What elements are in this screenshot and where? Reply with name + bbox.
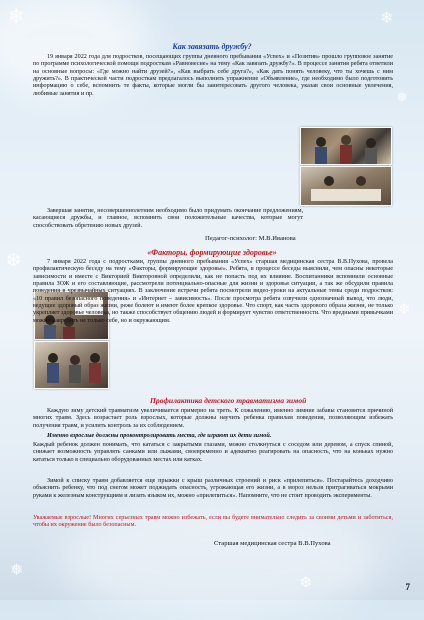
snowflake-icon: ❆ [300, 575, 312, 591]
photo-people-graphic [301, 128, 391, 164]
section-title-health: «Факторы, формирующие здоровье» [147, 248, 277, 257]
friendship-paragraph-1: 19 января 2022 года для подростков, посещающих группы дневного пребывания «Успех» и «Позитив» прошло групповое занятие по программе психологической помощи подросткам «Равновесие» на тему «Как завязать дружбу?». В процессе занятия ребята ответили на основные вопросы: «Где можно найти друзей?», «Как выбрать себе друга?», «Как дать понять человеку, что ты хочешь с ним дружить?». В практической части подросткам предлагалось выполнить упражнение «Объявление», где необходимо было подготовить информацию о себе, вспомнить те факты, которые могли бы заинтересовать другого человека, указав свои основные увлечения, любимые занятия и пр. [33, 54, 393, 97]
snowflake-icon: ❄ [398, 300, 411, 318]
photo-group-discussion [300, 127, 392, 165]
injury-paragraph-3: Зимой к списку травм добавляется еще прыжки с крыш различных строений и риск «прилепиться». Постарайтесь доходчиво объяснить ребенку, что под снегом может поджидать опасность, угрожающая его жизни, а в мороз нельзя притрагиваться мокрыми руками к железным конструкциям и лизать языком их, можно «прилепиться». Напомните, что не стоит проводить эксперименты. [33, 478, 393, 499]
snowflake-icon: ❅ [396, 90, 408, 106]
injury-warning: Уважаемые взрослые! Многих серьезных травм можно избежать, если вы будете внимательно следить за своими детьми и заботиться, чтобы их окружение было безопасным. [33, 515, 393, 529]
snowflake-icon: ❄ [380, 8, 394, 27]
section-title-injury: Профилактика детского травматизма зимой [150, 396, 307, 405]
photo-table-work [300, 166, 392, 206]
injury-signature: Старшая медицинская сестра В.В.Пухова [214, 540, 331, 547]
snowflake-icon: ❄ [8, 4, 25, 28]
photo-students-seated [34, 341, 109, 389]
photo-students-graphic [35, 342, 108, 388]
health-paragraph: 7 января 2022 года с подростками, группы дневного пребывания «Успех» старшая медицинская сестра В.В.Пухова, провела профилактическую беседу на тему «Факторы, формирующие здоровье». Ребята, в процессе беседы выяснили, чем опасны некоторые зависимости и вместе с Викторией Викторовной определили, как не попасть под их влияние. Воспитанники вспомнили основные правила ЗОЖ и его составляющие, рассмотрели потенциально-опасные для жизни и здоровья ситуации, а так же обсудили правила поведения в чрезвычайных ситуациях. В заключение встречи ребята посмотрели видео-уроки на актуальные темы среди подростков: «10 правил безопасного поведения» и «Интернет – зависимость». После просмотра ребята озвучили однозначный вывод, что люди, ведущие здоровый образ жизни, реже болеют и имеют более крепкое здоровье. Что спорт, как часть здорового образа жизни, не только укрепляет здоровье человека, но также способствует общению людей и формирует чувство ответственности. Что вредными привычками можно навредить не только себе, но и окружающим. [33, 259, 393, 324]
injury-paragraph-1: Каждую зиму детский травматизм увеличивается примерно на треть. К сожалению, именно зимние забавы становятся причиной многих травм. Здесь возрастает роль взрослых, которые должны научить ребенка правилам поведения, позволяющим избежать получения травм, и усилить контроль за их соблюдением. [33, 408, 393, 429]
friendship-paragraph-2: Завершая занятие, несовершеннолетним необходимо было придумать окончание предложениям, касающиеся дружбы, и главное, вспомнить свои положительные качества, которые могут способствовать обретению новых друзей. [33, 208, 303, 229]
photo-table-graphic [301, 167, 391, 205]
injury-emphasis: Именно взрослые должны проконтролировать места, где играют их дети зимой. [47, 433, 272, 439]
page-number: 7 [405, 582, 410, 592]
snowflake-icon: ❆ [6, 250, 22, 271]
friendship-signature: Педагог-психолог: М.В.Иванова [205, 235, 296, 242]
injury-paragraph-2: Каждый ребенок должен понимать, что кататься с закрытыми глазами, можно столкнуться с соседом или деревом, а спуск спиной, снижает возможность управлять санками или лыжами, своевременно и адекватно реагировать на опасность, что на коньках нужно кататься только в специально оборудованных местах или катках. [33, 442, 393, 463]
section-title-friendship: Как завязать дружбу? [172, 42, 252, 51]
snowflake-icon: ❅ [10, 560, 24, 579]
